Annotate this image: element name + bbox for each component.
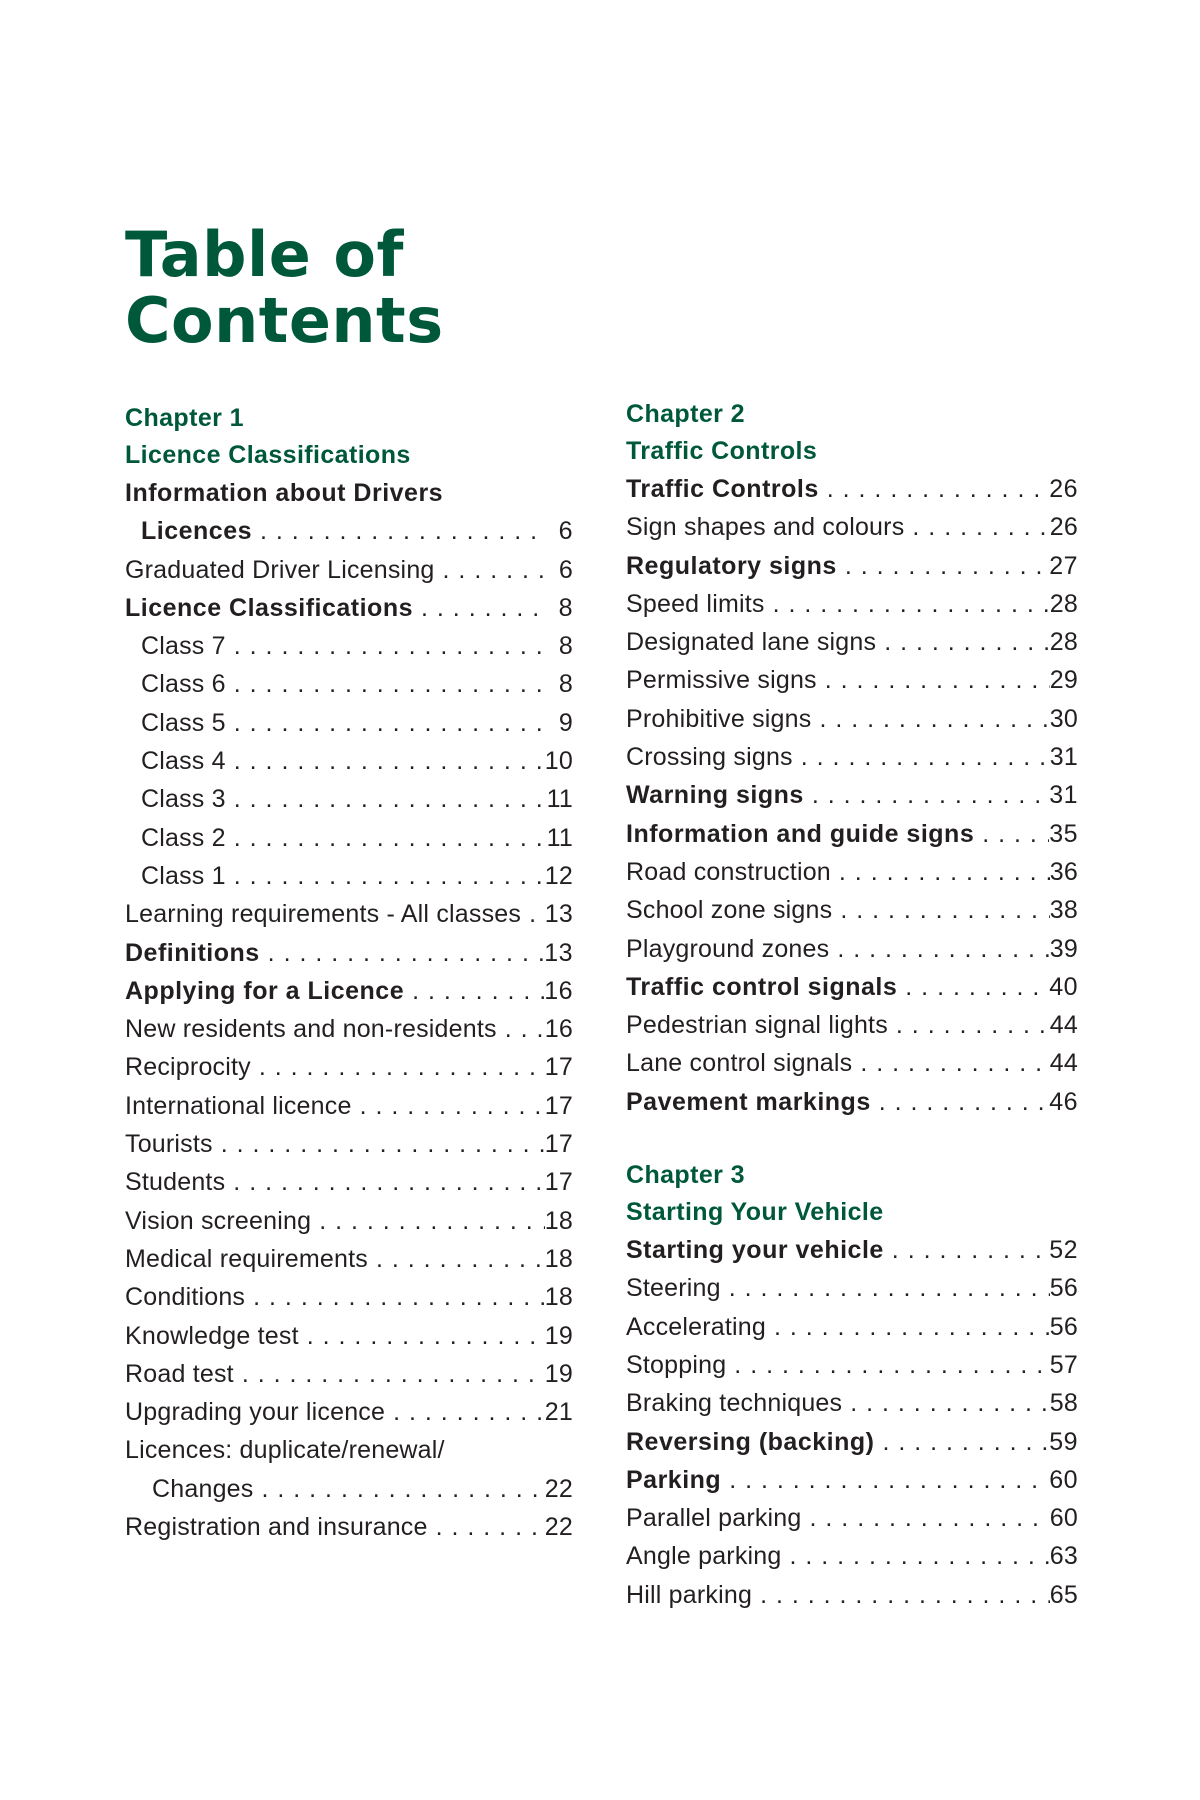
toc-entry-page: 40 xyxy=(1049,972,1078,1001)
toc-entry-label: Designated lane signs xyxy=(626,628,877,657)
chapter-3-section xyxy=(626,1157,1078,1614)
toc-entry-page: 18 xyxy=(544,1283,573,1312)
dot-leader xyxy=(752,1576,1050,1614)
toc-entry-label: Road construction xyxy=(626,857,831,886)
dot-leader xyxy=(804,776,1049,814)
dot-leader xyxy=(817,661,1050,699)
toc-entry-label: Licences xyxy=(141,517,253,546)
toc-entry-licence-classifications[interactable] xyxy=(125,589,573,627)
dot-leader xyxy=(299,1317,545,1355)
toc-entry-learning-requirements[interactable] xyxy=(125,895,573,933)
toc-entry-label: Applying for a Licence xyxy=(125,976,405,1005)
toc-entry-playground-zones[interactable] xyxy=(626,930,1078,968)
toc-entry-definitions[interactable] xyxy=(125,934,573,972)
toc-entry-lane-control-signals[interactable] xyxy=(626,1044,1078,1082)
toc-entry-label: New residents and non-residents xyxy=(125,1015,497,1044)
toc-entry-label: Braking techniques xyxy=(626,1389,843,1418)
toc-entry-label: Conditions xyxy=(125,1283,246,1312)
toc-entry-pavement-markings[interactable] xyxy=(626,1083,1078,1121)
dot-leader xyxy=(253,1470,544,1508)
dot-leader xyxy=(368,1240,545,1278)
toc-entry-reversing-backing[interactable] xyxy=(626,1423,1078,1461)
dot-leader xyxy=(226,857,545,895)
toc-entry-starting-your-vehicle[interactable] xyxy=(626,1231,1078,1269)
toc-entry-label: Stopping xyxy=(626,1350,727,1379)
dot-leader xyxy=(897,968,1049,1006)
dot-leader xyxy=(352,1087,545,1125)
toc-entry-label: Licence Classifications xyxy=(125,593,414,622)
toc-entry-vision-screening[interactable] xyxy=(125,1202,573,1240)
toc-entry-label: Information and guide signs xyxy=(626,819,975,848)
dot-leader xyxy=(213,1125,545,1163)
dot-leader xyxy=(842,1384,1050,1422)
toc-entry-page: 8 xyxy=(558,632,573,661)
dot-leader xyxy=(837,547,1049,585)
dot-leader xyxy=(226,627,545,665)
dot-leader xyxy=(497,1010,545,1048)
toc-entry-licences-duplicate-renewal[interactable] xyxy=(125,1431,573,1469)
toc-entry-new-residents[interactable] xyxy=(125,1010,573,1048)
toc-entry-label: Information about Drivers xyxy=(125,479,444,507)
toc-entry-label: Class 3 xyxy=(141,785,226,814)
toc-entry-page: 60 xyxy=(1049,1465,1078,1494)
toc-entry-school-zone-signs[interactable] xyxy=(626,891,1078,929)
toc-entry-information-and-guide-signs[interactable] xyxy=(626,815,1078,853)
toc-entry-class-1[interactable] xyxy=(125,857,573,895)
toc-entry-stopping[interactable] xyxy=(626,1346,1078,1384)
toc-entry-label: Starting your vehicle xyxy=(626,1236,884,1265)
toc-entry-changes[interactable] xyxy=(125,1470,573,1508)
toc-entry-regulatory-signs[interactable] xyxy=(626,547,1078,585)
chapter-1-label: Chapter 1 xyxy=(125,404,244,432)
toc-entry-page: 31 xyxy=(1049,743,1078,772)
chapter-2-section xyxy=(626,396,1078,1121)
toc-entry-angle-parking[interactable] xyxy=(626,1537,1078,1575)
toc-entry-class-7[interactable] xyxy=(125,627,573,665)
toc-entry-label: Graduated Driver Licensing xyxy=(125,555,435,584)
toc-entry-page: 26 xyxy=(1049,475,1078,503)
toc-entry-road-test[interactable] xyxy=(125,1355,573,1393)
toc-entry-graduated-driver-licensing[interactable] xyxy=(125,551,573,589)
toc-entry-page: 22 xyxy=(544,1474,573,1503)
toc-entry-label: Licences: duplicate/renewal/ xyxy=(125,1436,445,1465)
toc-entry-label: Class 7 xyxy=(141,632,226,661)
dot-leader xyxy=(413,589,545,627)
toc-entry-label: Crossing signs xyxy=(626,743,793,772)
dot-leader xyxy=(252,512,545,550)
dot-leader xyxy=(226,819,545,857)
toc-entry-label: Speed limits xyxy=(626,589,765,618)
dot-leader xyxy=(226,780,545,818)
dot-leader xyxy=(874,1423,1049,1461)
dot-leader xyxy=(234,1355,545,1393)
dot-leader xyxy=(226,665,545,703)
toc-entry-label: Registration and insurance xyxy=(125,1513,428,1542)
toc-entry-page: 18 xyxy=(544,1244,573,1273)
toc-entry-label: Regulatory signs xyxy=(626,551,837,580)
toc-entry-label: Traffic control signals xyxy=(626,972,898,1001)
toc-entry-label: Tourists xyxy=(125,1130,213,1159)
toc-entry-upgrading-your-licence[interactable] xyxy=(125,1393,573,1431)
dot-leader xyxy=(521,895,545,933)
dot-leader xyxy=(245,1278,545,1316)
toc-entry-label: Students xyxy=(125,1168,226,1197)
toc-entry-label: Class 2 xyxy=(141,823,226,852)
toc-entry-page: 39 xyxy=(1049,934,1078,963)
toc-entry-page: 21 xyxy=(544,1398,573,1427)
toc-entry-reciprocity[interactable] xyxy=(125,1048,573,1086)
toc-entry-page: 29 xyxy=(1049,666,1078,695)
toc-entry-road-construction[interactable] xyxy=(626,853,1078,891)
toc-entry-page: 16 xyxy=(544,1015,573,1044)
dot-leader xyxy=(819,470,1049,508)
toc-entry-label: Class 5 xyxy=(141,708,226,737)
toc-entry-label: Definitions xyxy=(125,938,260,967)
toc-entry-crossing-signs[interactable] xyxy=(626,738,1078,776)
toc-entry-warning-signs[interactable] xyxy=(626,776,1078,814)
toc-entry-braking-techniques[interactable] xyxy=(626,1384,1078,1422)
toc-entry-label: Traffic Controls xyxy=(626,475,819,503)
toc-entry-sign-shapes-and-colours[interactable] xyxy=(626,508,1078,546)
toc-entry-permissive-signs[interactable] xyxy=(626,661,1078,699)
page-title-line-1: Table of xyxy=(125,218,404,291)
toc-entry-label: Hill parking xyxy=(626,1580,753,1609)
toc-entry-label: Playground zones xyxy=(626,934,830,963)
toc-entry-students[interactable] xyxy=(125,1163,573,1201)
toc-entry-class-3[interactable] xyxy=(125,780,573,818)
toc-entry-label: International licence xyxy=(125,1091,352,1120)
toc-entry-page: 13 xyxy=(544,938,573,967)
dot-leader xyxy=(726,1346,1049,1384)
toc-entry-page: 10 xyxy=(544,747,573,776)
dot-leader xyxy=(884,1231,1049,1269)
toc-entry-traffic-control-signals[interactable] xyxy=(626,968,1078,1006)
toc-entry-page: 6 xyxy=(558,555,573,584)
toc-entry-page: 18 xyxy=(544,1206,573,1235)
dot-leader xyxy=(226,742,545,780)
dot-leader xyxy=(829,930,1049,968)
dot-leader xyxy=(260,934,545,972)
toc-left-column xyxy=(125,400,573,1546)
dot-leader xyxy=(311,1202,545,1240)
toc-entry-information-about-drivers[interactable] xyxy=(125,474,573,512)
toc-entry-parking[interactable] xyxy=(626,1461,1078,1499)
toc-entry-speed-limits[interactable] xyxy=(626,585,1078,623)
toc-entry-label: Class 4 xyxy=(141,747,226,776)
toc-entry-licences[interactable] xyxy=(125,512,573,550)
toc-entry-page: 17 xyxy=(544,1091,573,1120)
toc-entry-parallel-parking[interactable] xyxy=(626,1499,1078,1537)
dot-leader xyxy=(793,738,1050,776)
toc-entry-page: 13 xyxy=(544,900,573,929)
toc-entry-applying-for-a-licence[interactable] xyxy=(125,972,573,1010)
toc-entry-page: 16 xyxy=(544,976,573,1005)
toc-entry-pedestrian-signal-lights[interactable] xyxy=(626,1006,1078,1044)
toc-entry-steering[interactable] xyxy=(626,1269,1078,1307)
toc-entry-page: 28 xyxy=(1049,589,1078,618)
dot-leader xyxy=(225,1163,544,1201)
toc-entry-page: 12 xyxy=(544,861,573,890)
toc-entry-label: Parallel parking xyxy=(626,1504,802,1533)
dot-leader xyxy=(831,853,1050,891)
toc-entry-label: Changes xyxy=(152,1474,254,1503)
toc-entry-label: Reciprocity xyxy=(125,1053,251,1082)
dot-leader xyxy=(811,700,1049,738)
dot-leader xyxy=(404,972,544,1010)
toc-entry-registration-and-insurance[interactable] xyxy=(125,1508,573,1546)
toc-entry-label: Pedestrian signal lights xyxy=(626,1011,888,1040)
toc-entry-medical-requirements[interactable] xyxy=(125,1240,573,1278)
toc-entry-page: 8 xyxy=(558,593,573,622)
toc-entry-page: 35 xyxy=(1049,819,1078,848)
dot-leader xyxy=(226,704,545,742)
toc-entry-page: 58 xyxy=(1049,1389,1078,1418)
dot-leader xyxy=(871,1083,1049,1121)
toc-entry-page: 17 xyxy=(544,1130,573,1159)
toc-entry-class-4[interactable] xyxy=(125,742,573,780)
toc-entry-class-6[interactable] xyxy=(125,665,573,703)
toc-entry-page: 30 xyxy=(1049,704,1078,733)
toc-entry-international-licence[interactable] xyxy=(125,1087,573,1125)
toc-entry-page: 59 xyxy=(1049,1427,1078,1456)
toc-entry-label: Vision screening xyxy=(125,1206,312,1235)
toc-entry-page: 28 xyxy=(1049,628,1078,657)
toc-entry-label: Warning signs xyxy=(626,781,804,810)
toc-entry-conditions[interactable] xyxy=(125,1278,573,1316)
toc-entry-accelerating[interactable] xyxy=(626,1308,1078,1346)
chapter-2-title: Traffic Controls xyxy=(626,437,818,465)
toc-entry-page: 65 xyxy=(1049,1580,1078,1609)
toc-entry-label: Sign shapes and colours xyxy=(626,513,905,542)
toc-entry-label: Class 6 xyxy=(141,670,226,699)
toc-entry-page: 17 xyxy=(544,1168,573,1197)
toc-entry-label: Parking xyxy=(626,1465,722,1494)
dot-leader xyxy=(876,623,1050,661)
toc-entry-label: Road test xyxy=(125,1359,234,1388)
dot-leader xyxy=(904,508,1049,546)
page-title-line-2: Contents xyxy=(125,284,444,357)
toc-entry-tourists[interactable] xyxy=(125,1125,573,1163)
dot-leader xyxy=(721,1269,1050,1307)
toc-entry-page: 17 xyxy=(544,1053,573,1082)
dot-leader xyxy=(832,891,1049,929)
toc-entry-label: Reversing (backing) xyxy=(626,1427,875,1456)
toc-entry-label: Class 1 xyxy=(141,861,226,890)
dot-leader xyxy=(852,1044,1049,1082)
dot-leader xyxy=(802,1499,1050,1537)
toc-entry-page: 57 xyxy=(1049,1350,1078,1379)
toc-entry-label: Angle parking xyxy=(626,1542,782,1571)
toc-entry-label: Pavement markings xyxy=(626,1087,871,1116)
toc-entry-page: 44 xyxy=(1049,1049,1078,1078)
chapter-3-label: Chapter 3 xyxy=(626,1161,745,1190)
toc-entry-label: Accelerating xyxy=(626,1312,766,1341)
toc-entry-page: 22 xyxy=(544,1513,573,1542)
page-title xyxy=(125,218,444,357)
toc-entry-label: Lane control signals xyxy=(626,1049,853,1078)
toc-entry-page: 44 xyxy=(1049,1011,1078,1040)
toc-entry-designated-lane-signs[interactable] xyxy=(626,623,1078,661)
toc-entry-page: 31 xyxy=(1049,781,1078,810)
toc-entry-page: 9 xyxy=(558,708,573,737)
chapter-1-section xyxy=(125,400,573,1546)
dot-leader xyxy=(781,1537,1049,1575)
toc-entry-label: School zone signs xyxy=(626,896,833,925)
toc-entry-page: 11 xyxy=(546,785,573,814)
toc-entry-label: Permissive signs xyxy=(626,666,817,695)
toc-entry-label: Knowledge test xyxy=(125,1321,299,1350)
dot-leader xyxy=(435,551,545,589)
dot-leader xyxy=(766,1308,1050,1346)
toc-entry-label: Prohibitive signs xyxy=(626,704,812,733)
toc-entry-label: Upgrading your licence xyxy=(125,1398,386,1427)
toc-entry-class-5[interactable] xyxy=(125,704,573,742)
toc-entry-page: 60 xyxy=(1049,1504,1078,1533)
toc-entry-page: 11 xyxy=(546,823,573,852)
dot-leader xyxy=(888,1006,1050,1044)
toc-entry-page: 27 xyxy=(1049,551,1078,580)
dot-leader xyxy=(385,1393,545,1431)
toc-entry-page: 36 xyxy=(1049,857,1078,886)
toc-entry-page: 56 xyxy=(1049,1312,1078,1341)
toc-entry-hill-parking[interactable] xyxy=(626,1576,1078,1614)
chapter-2-label: Chapter 2 xyxy=(626,400,745,428)
toc-entry-page: 46 xyxy=(1049,1087,1078,1116)
toc-entry-page: 6 xyxy=(558,517,573,546)
dot-leader xyxy=(974,815,1049,853)
toc-entry-knowledge-test[interactable] xyxy=(125,1317,573,1355)
toc-entry-prohibitive-signs[interactable] xyxy=(626,700,1078,738)
chapter-1-title: Licence Classifications xyxy=(125,441,411,469)
toc-entry-page: 26 xyxy=(1049,513,1078,542)
toc-entry-page: 56 xyxy=(1049,1274,1078,1303)
toc-entry-class-2[interactable] xyxy=(125,819,573,857)
toc-entry-page: 38 xyxy=(1049,896,1078,925)
toc-entry-label: Steering xyxy=(626,1274,721,1303)
chapter-3-title: Starting Your Vehicle xyxy=(626,1198,884,1227)
toc-entry-label: Learning requirements - All classes xyxy=(125,900,522,929)
toc-entry-page: 19 xyxy=(544,1321,573,1350)
toc-right-column xyxy=(626,396,1078,1614)
toc-entry-page: 63 xyxy=(1049,1542,1078,1571)
toc-entry-page: 52 xyxy=(1049,1236,1078,1265)
toc-entry-traffic-controls[interactable] xyxy=(626,470,1078,508)
dot-leader xyxy=(251,1048,545,1086)
dot-leader xyxy=(428,1508,545,1546)
dot-leader xyxy=(721,1461,1049,1499)
toc-entry-page: 8 xyxy=(558,670,573,699)
dot-leader xyxy=(765,585,1050,623)
toc-entry-page: 19 xyxy=(544,1359,573,1388)
toc-entry-label: Medical requirements xyxy=(125,1244,368,1273)
